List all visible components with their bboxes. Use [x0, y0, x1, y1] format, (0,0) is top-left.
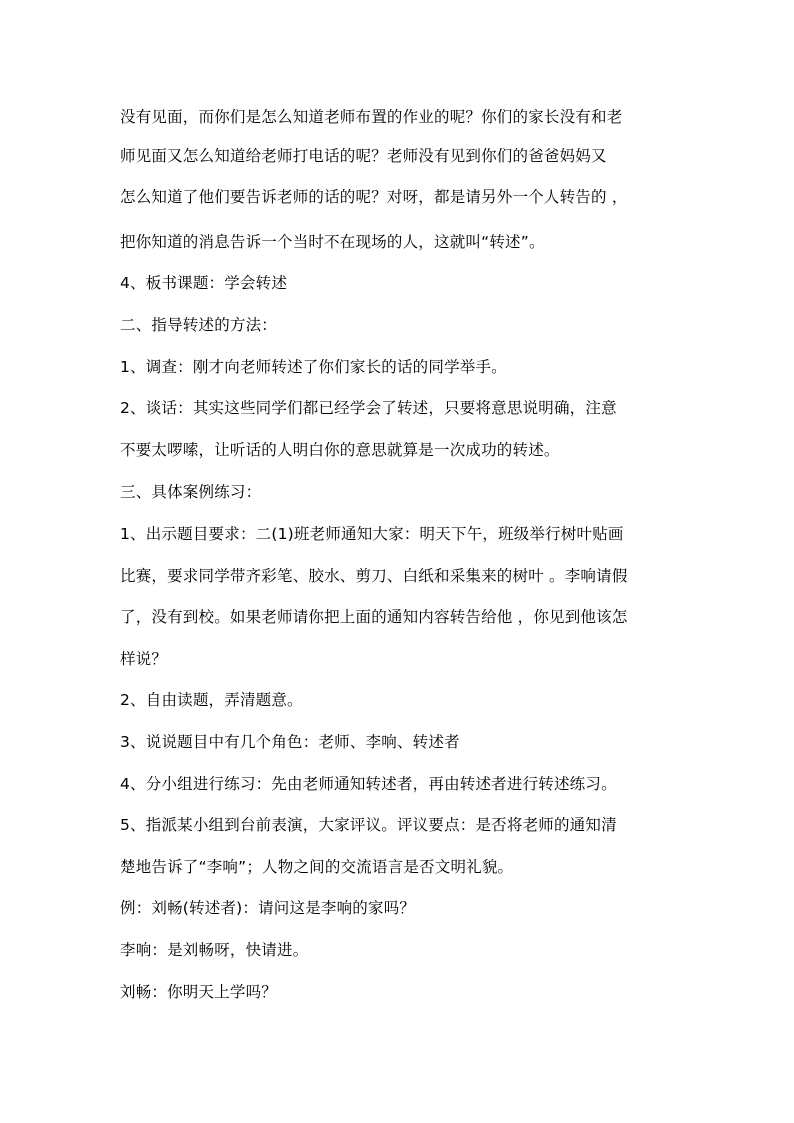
text-line: 4、分小组进行练习：先由老师通知转述者，再由转述者进行转述练习。 — [120, 775, 617, 793]
text-line: 没有见面，而你们是怎么知道老师布置的作业的呢？你们的家长没有和老 — [120, 108, 623, 126]
section-heading: 三、具体案例练习： — [120, 483, 262, 501]
text-line: 1、调查：刚才向老师转述了你们家长的话的同学举手。 — [120, 358, 507, 376]
dialogue-line: 李响：是刘畅呀，快请进。 — [120, 941, 309, 959]
text-line: 2、自由读题，弄清题意。 — [120, 691, 303, 709]
text-line: 3、说说题目中有几个角色：老师、李响、转述者 — [120, 733, 460, 751]
text-line: 把你知道的消息告诉一个当时不在现场的人，这就叫“转述”。 — [120, 233, 545, 251]
text-line: 比赛，要求同学带齐彩笔、胶水、剪刀、白纸和采集来的树叶 。李响请假 — [120, 567, 628, 585]
text-line: 了，没有到校。如果老师请你把上面的通知内容转告给他 ，你见到他该怎 — [120, 608, 628, 626]
text-line: 楚地告诉了“李响”；人物之间的交流语言是否文明礼貌。 — [120, 858, 514, 876]
text-line: 1、出示题目要求：二(1)班老师通知大家：明天下午，班级举行树叶贴画 — [120, 525, 624, 543]
section-heading: 4、板书课题：学会转述 — [120, 274, 288, 292]
text-line: 不要太啰嗦，让听话的人明白你的意思就算是一次成功的转述。 — [120, 441, 560, 459]
dialogue-line: 刘畅：你明天上学吗？ — [120, 983, 278, 1001]
text-line: 怎么知道了他们要告诉老师的话的呢？对呀，都是请另外一个人转告的 ， — [120, 188, 628, 206]
dialogue-line: 例：刘畅(转述者)：请问这是李响的家吗？ — [120, 899, 416, 917]
text-line: 2、谈话：其实这些同学们都已经学会了转述，只要将意思说明确，注意 — [120, 399, 617, 417]
section-heading: 二、指导转述的方法： — [120, 316, 278, 334]
text-line: 样说？ — [120, 650, 168, 668]
text-line: 师见面又怎么知道给老师打电话的呢？老师没有见到你们的爸爸妈妈又 — [120, 147, 607, 165]
text-line: 5、指派某小组到台前表演，大家评议。评议要点：是否将老师的通知清 — [120, 816, 617, 834]
